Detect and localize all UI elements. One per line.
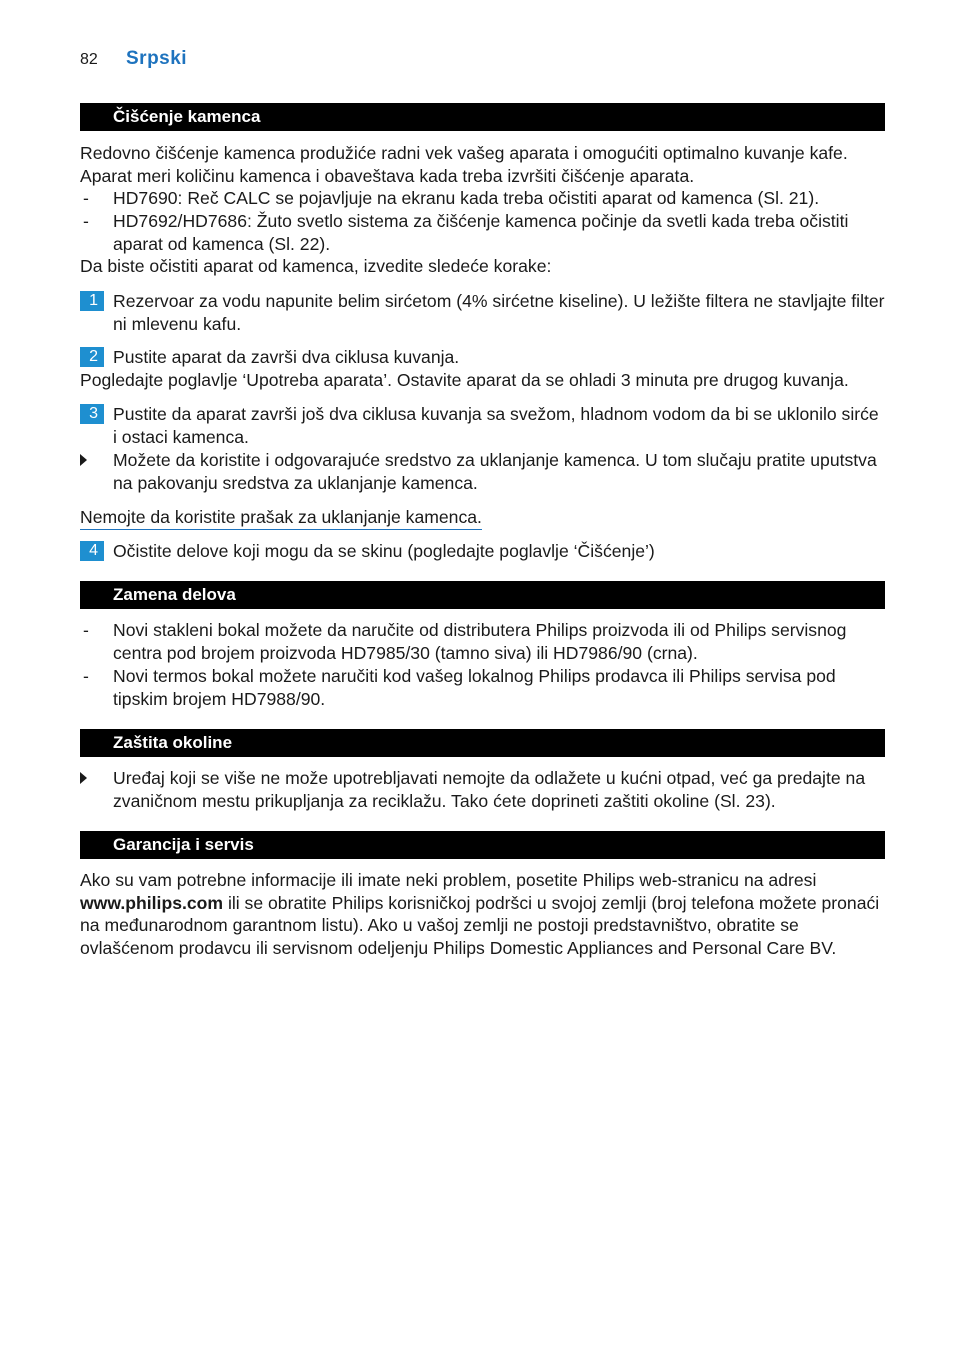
caution-text: Nemojte da koristite prašak za uklanjanje kamenca. — [80, 507, 482, 527]
language-label: Srpski — [126, 48, 188, 69]
dash-marker: - — [83, 211, 89, 231]
warranty-text — [80, 869, 886, 959]
dash-marker: - — [83, 620, 89, 640]
section-title: Zaštita okoline — [113, 733, 233, 752]
dash-marker: - — [83, 188, 89, 208]
dash-text: Novi termos bokal možete naručiti kod vašeg lokalnog Philips prodavca ili Philips servisa pod tipskim brojem HD7988/90. — [113, 666, 836, 709]
section-heading-replacement — [80, 581, 885, 609]
step-number-badge: 2 — [80, 347, 104, 367]
step-text: Rezervoar za vodu napunite belim sirćetom (4% sirćetne kiseline). U ležište filtera ne stavljajte filter ni mlevenu kafu. — [113, 291, 885, 334]
warranty-text-b: ili se obratite Philips korisničkoj podršci u svojoj zemlji (broj telefona možete pronaći na međunarodnom garantnom listu). Ako u vašoj zemlji ne postoji predstavništvo, obratite se ovlašćenom prodavcu ili servisnom odeljenju Philips Domestic Appliances and Personal Care BV. — [80, 892, 880, 958]
bullet-text: Možete da koristite i odgovarajuće sredstvo za uklanjanje kamenca. U tom slučaju pratite uputstva na pakovanju sredstva za uklanjanje kamenca. — [113, 450, 877, 493]
caution-note — [80, 506, 482, 530]
step-number-badge: 1 — [80, 291, 104, 311]
step-text: Pustite aparat da završi dva ciklusa kuvanja. — [113, 347, 460, 367]
descaling-lead: Da biste očistiti aparat od kamenca, izvedite sledeće korake: — [80, 256, 552, 276]
dash-text: HD7690: Reč CALC se pojavljuje na ekranu kada treba očistiti aparat od kamenca (Sl. 21). — [113, 188, 820, 208]
step-2-note: Pogledajte poglavlje ‘Upotreba aparata’. Ostavite aparat da se ohladi 3 minuta pre drugog kuvanja. — [80, 370, 849, 390]
section-heading-environment — [80, 729, 885, 757]
section-title: Zamena delova — [113, 585, 236, 604]
philips-website-link[interactable]: www.philips.com — [80, 892, 224, 913]
descaling-intro: Redovno čišćenje kamenca produžiće radni vek vašeg aparata i omogućiti optimalno kuvanje kafe. Aparat meri količinu kamenca i obaveštava kada treba izvršiti čišćenje aparata. — [80, 143, 848, 186]
section-title: Čišćenje kamenca — [113, 107, 261, 126]
dash-marker: - — [83, 666, 89, 686]
bullet-arrow-icon — [80, 772, 87, 784]
step-text: Pustite da aparat završi još dva ciklusa kuvanja sa svežom, hladnom vodom da bi se uklonilo sirće i ostaci kamenca. — [113, 404, 879, 447]
step-number-badge: 3 — [80, 404, 104, 424]
step-number-badge: 4 — [80, 541, 104, 561]
bullet-arrow-icon — [80, 454, 87, 466]
page-number: 82 — [80, 51, 98, 68]
dash-text: Novi stakleni bokal možete da naručite od distributera Philips proizvoda ili od Philips servisnog centra pod brojem proizvoda HD7985/30 (tamno siva) ili HD7986/90 (crna). — [113, 620, 847, 663]
section-heading-warranty — [80, 831, 885, 859]
section-heading-descaling — [80, 103, 885, 131]
section-title: Garancija i servis — [113, 835, 254, 854]
warranty-text-a: Ako su vam potrebne informacije ili imate neki problem, posetite Philips web-stranicu na adresi — [80, 870, 817, 890]
bullet-text: Uređaj koji se više ne može upotrebljavati nemojte da odlažete u kućni otpad, već ga predajte na zvaničnom mestu prikupljanja za reciklažu. Tako ćete doprineti zaštiti okoline (Sl. 23). — [113, 768, 866, 811]
dash-text: HD7692/HD7686: Žuto svetlo sistema za čišćenje kamenca počinje da svetli kada treba očistiti aparat od kamenca (Sl. 22). — [113, 211, 849, 254]
step-text: Očistite delove koji mogu da se skinu (pogledajte poglavlje ‘Čišćenje’) — [113, 541, 655, 561]
